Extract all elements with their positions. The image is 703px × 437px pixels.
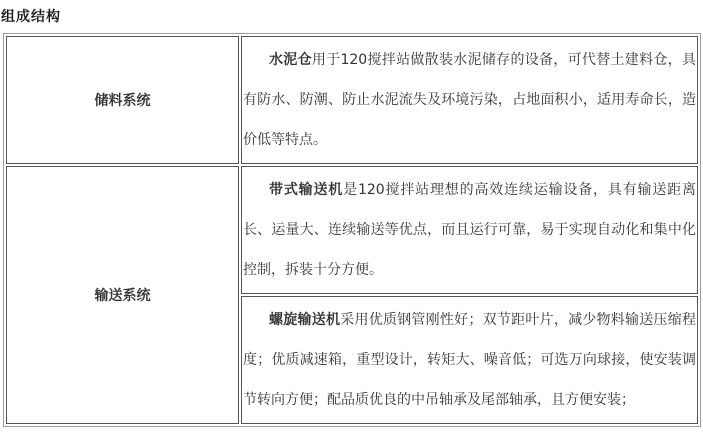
composition-structure-table <box>3 33 701 427</box>
entry-screw-conveyor-paragraph <box>243 300 696 420</box>
entry-screw-conveyor-term: 螺旋输送机 <box>269 312 341 328</box>
entry-belt-conveyor <box>241 166 698 294</box>
system-label-storage: 储料系统 <box>6 36 239 164</box>
table-row-storage-system <box>6 36 698 164</box>
system-label-conveying: 输送系统 <box>6 166 239 424</box>
entry-belt-conveyor-term: 带式输送机 <box>269 182 344 198</box>
entry-screw-conveyor <box>241 296 698 424</box>
page-title: 组成结构 <box>1 9 61 25</box>
entry-belt-conveyor-paragraph <box>243 170 696 290</box>
entry-screw-conveyor-text: 采用优质钢管刚性好；双节距叶片，减少物料输送压缩程度；优质减速箱，重型设计，转矩大、噪音低；可选万向球接，使安装调节转向方便；配品质优良的中吊轴承及尾部轴承，且方便安装； <box>243 312 697 408</box>
entry-cement-silo-term: 水泥仓 <box>269 52 312 68</box>
entry-belt-conveyor-text: 是120搅拌站理想的高效连续运输设备，具有输送距离长、运量大、连续输送等优点，而且运行可靠，易于实现自动化和集中化控制，拆装十分方便。 <box>243 182 696 278</box>
entry-cement-silo-paragraph <box>243 40 696 160</box>
entry-cement-silo-text: 用于120搅拌站做散装水泥储存的设备，可代替土建料仓，具有防水、防潮、防止水泥流失及环境污染，占地面积小，适用寿命长，造价低等特点。 <box>243 52 696 148</box>
entry-cement-silo <box>241 36 698 164</box>
table-row-belt-conveyor <box>6 166 698 294</box>
